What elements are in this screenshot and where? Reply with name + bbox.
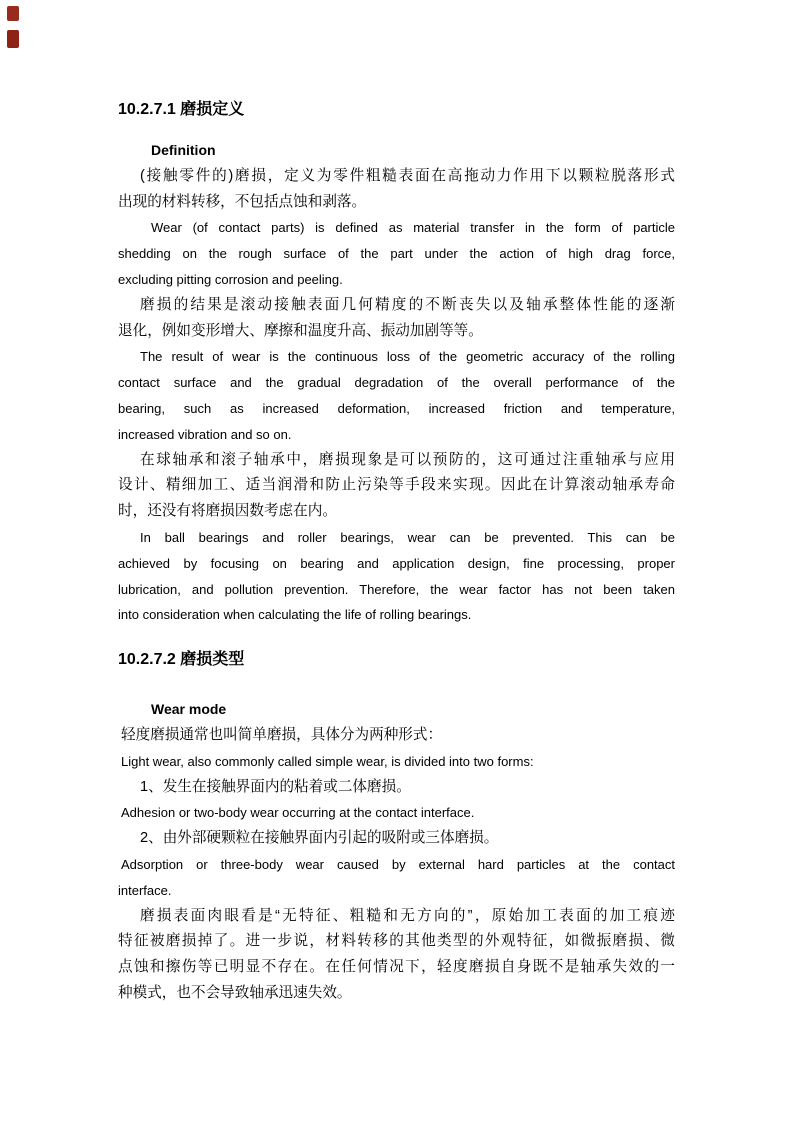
sub-heading-definition — [118, 138, 675, 164]
text-line: 1、发生在接触界面内的粘着或二体磨损。 — [140, 778, 411, 795]
para-en-wear-definition — [118, 215, 675, 292]
text-line: Wear mode — [151, 701, 227, 718]
text-line: (接触零件的)磨损，定义为零件粗糙表面在高拖动力作用下以颗粒脱落形式 — [140, 167, 675, 184]
text-line: interface. — [118, 882, 172, 898]
para-zh-wear-definition — [118, 164, 675, 216]
para-zh-wear-result — [118, 293, 675, 345]
para-zh-wear-prevention — [118, 448, 675, 525]
text-line: 轻度磨损通常也叫简单磨损，具体分为两种形式： — [121, 726, 443, 743]
section-heading-10-2-7-1 — [118, 100, 675, 120]
text-line: Adsorption or three-body wear caused by external hard particles at the contact — [121, 856, 675, 872]
text-line: 时，还没有将磨损因数考虑在内。 — [118, 503, 337, 520]
list-item-en-2 — [118, 852, 675, 904]
text-line: 在球轴承和滚子轴承中，磨损现象是可以预防的，这可通过注重轴承与应用 — [140, 451, 675, 468]
text-line: into consideration when calculating the life of rolling bearings. — [118, 607, 472, 623]
text-line: bearing, such as increased deformation, increased friction and temperature, — [118, 400, 675, 416]
text-line: increased vibration and so on. — [118, 426, 292, 442]
text-line: In ball bearings and roller bearings, wear can be prevented. This can be — [140, 529, 675, 545]
text-line: The result of wear is the continuous loss of the geometric accuracy of the rolling — [140, 349, 675, 365]
text-line: Adhesion or two-body wear occurring at the contact interface. — [121, 805, 475, 821]
text-line: 2、由外部硬颗粒在接触界面内引起的吸附或三体磨损。 — [140, 830, 499, 847]
text-line: contact surface and the gradual degradation of the overall performance of the — [118, 375, 675, 391]
text-line: 出现的材料转移，不包括点蚀和剥落。 — [118, 193, 367, 210]
sub-heading-wear-mode — [118, 697, 675, 723]
text-line: excluding pitting corrosion and peeling. — [118, 271, 343, 287]
text-line: lubrication, and pollution prevention. Therefore, the wear factor has not been taken — [118, 581, 675, 597]
section-heading-10-2-7-2 — [118, 650, 675, 670]
text-line: 磨损表面肉眼看是“无特征、粗糙和无方向的”，原始加工表面的加工痕迹 — [140, 907, 675, 924]
text-line: achieved by focusing on bearing and application design, fine processing, proper — [118, 555, 675, 571]
text-line: 设计、精细加工、适当润滑和防止污染等手段来实现。因此在计算滚动轴承寿命 — [118, 477, 675, 494]
text-line: Definition — [151, 142, 216, 158]
text-line: 10.2.7.2 磨损类型 — [118, 651, 245, 669]
red-artifact-mark-top — [7, 6, 19, 21]
text-line: 点蚀和擦伤等已明显不存在。在任何情况下，轻度磨损自身既不是轴承失效的一 — [118, 959, 675, 976]
para-en-wear-prevention — [118, 525, 675, 628]
text-line: 磨损的结果是滚动接触表面几何精度的不断丧失以及轴承整体性能的逐渐 — [140, 296, 675, 313]
list-item-zh-2 — [118, 826, 675, 852]
para-zh-wear-appearance — [118, 904, 675, 1007]
red-artifact-mark-bottom — [7, 30, 19, 48]
text-line: shedding on the rough surface of the part under the action of high drag force, — [118, 246, 675, 262]
para-en-wear-result — [118, 344, 675, 447]
text-line: 种模式，也不会导致轴承迅速失效。 — [118, 984, 352, 1001]
para-zh-light-wear — [118, 723, 675, 749]
text-line: 退化，例如变形增大、摩擦和温度升高、振动加剧等等。 — [118, 322, 483, 339]
text-line: 10.2.7.1 磨损定义 — [118, 101, 245, 118]
text-line: 特征被磨损掉了。进一步说，材料转移的其他类型的外观特征，如微振磨损、微 — [118, 933, 675, 950]
document-body — [118, 0, 675, 1007]
para-en-light-wear — [118, 749, 675, 775]
list-item-en-1 — [118, 800, 675, 826]
list-item-zh-1 — [118, 775, 675, 801]
text-line: Wear (of contact parts) is defined as material transfer in the form of particle — [151, 220, 675, 236]
text-line: Light wear, also commonly called simple wear, is divided into two forms: — [121, 753, 534, 769]
